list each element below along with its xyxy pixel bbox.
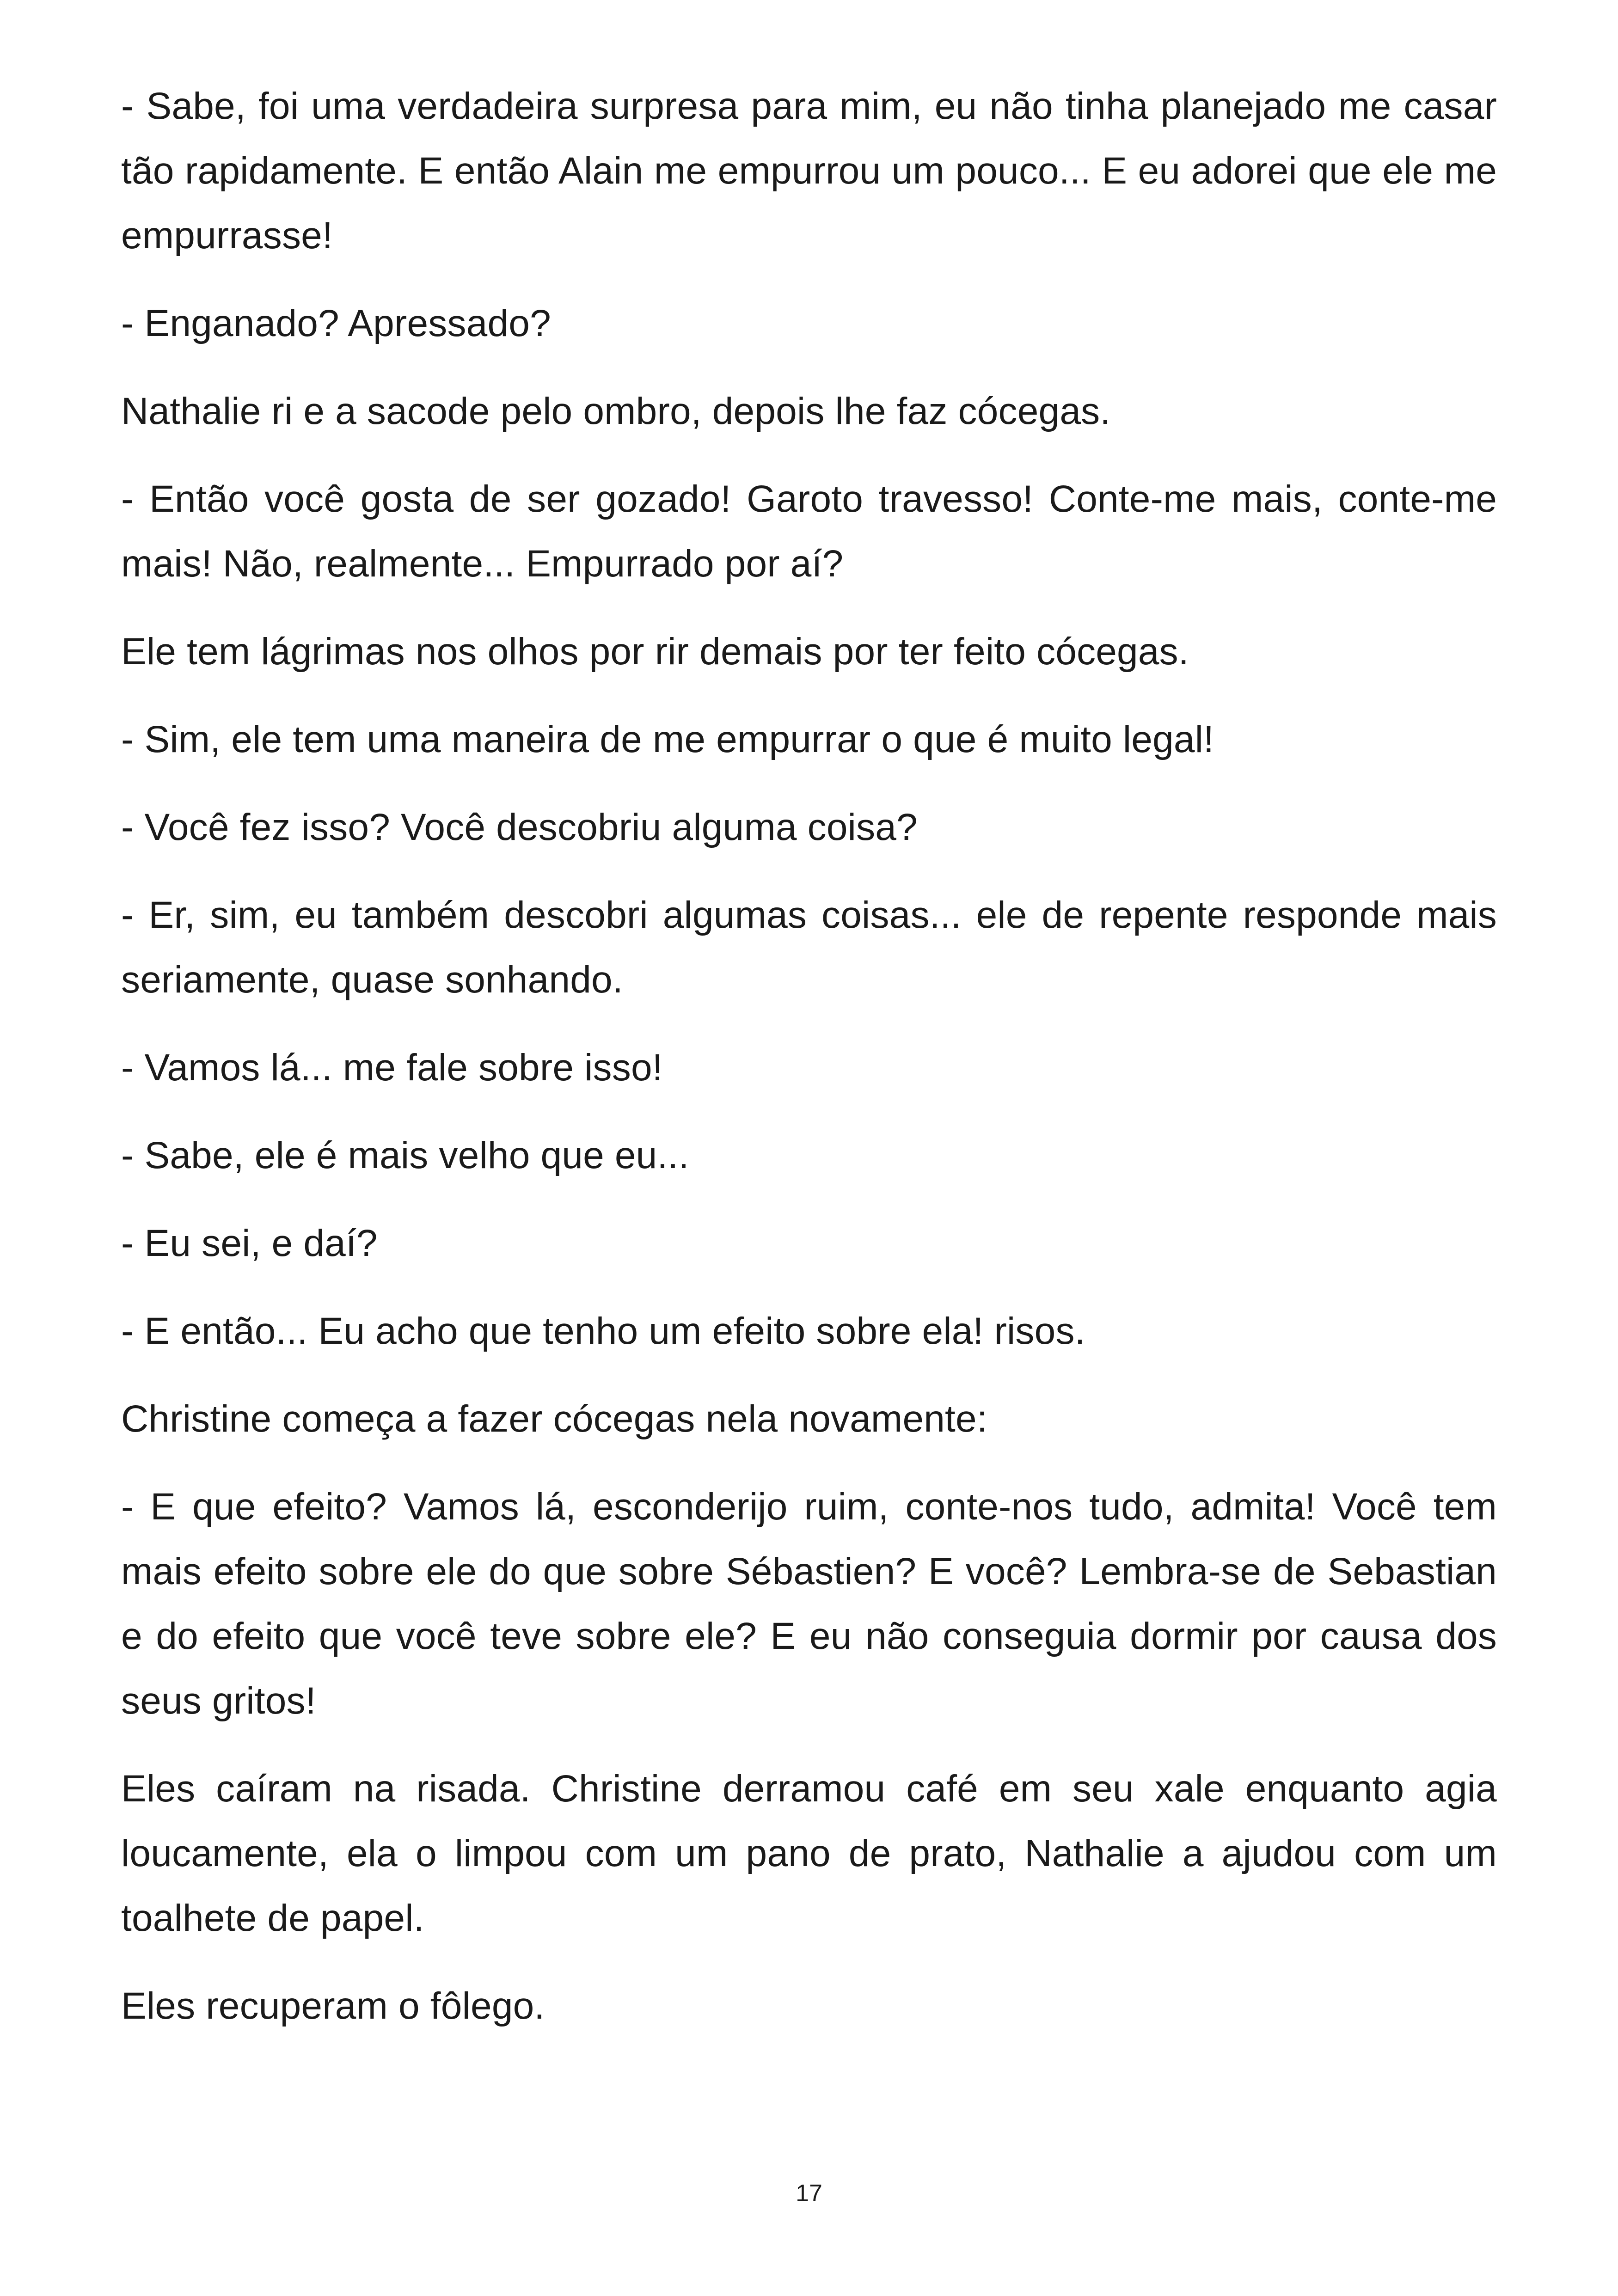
paragraph: Eles caíram na risada. Christine derramou café em seu xale enquanto agia loucamente, ela o limpou com um pano de prato, Nathalie a ajudou com um toalhete de papel. [121,1768,1497,1939]
paragraph: Nathalie ri e a sacode pelo ombro, depois lhe faz cócegas. [121,390,1111,432]
paragraph: - Sabe, ele é mais velho que eu... [121,1134,689,1176]
paragraph: - E então... Eu acho que tenho um efeito sobre ela! risos. [121,1310,1085,1352]
paragraph: - Sabe, foi uma verdadeira surpresa para mim, eu não tinha planejado me casar tão rapidamente. E então Alain me empurrou um pouco... E eu adorei que ele me empurrasse! [121,85,1497,257]
paragraph: - Sim, ele tem uma maneira de me empurrar o que é muito legal! [121,718,1214,760]
paragraph: - Então você gosta de ser gozado! Garoto travesso! Conte-me mais, conte-me mais! Não, realmente... Empurrado por aí? [121,478,1497,585]
paragraph: - Eu sei, e daí? [121,1222,378,1264]
paragraph: Eles recuperam o fôlego. [121,1985,545,2027]
paragraph: Christine começa a fazer cócegas nela novamente: [121,1398,987,1440]
page-body [121,74,1497,2062]
paragraph: - Vamos lá... me fale sobre isso! [121,1047,663,1089]
paragraph: - E que efeito? Vamos lá, esconderijo ruim, conte-nos tudo, admita! Você tem mais efeito sobre ele do que sobre Sébastien? E você? Lembra-se de Sebastian e do efeito que você teve sobre ele? E eu não conseguia dormir por causa dos seus gritos! [121,1486,1497,1722]
page-number: 17 [796,2180,822,2207]
paragraph: - Enganado? Apressado? [121,302,551,344]
paragraph: - Você fez isso? Você descobriu alguma coisa? [121,806,918,848]
paragraph: Ele tem lágrimas nos olhos por rir demais por ter feito cócegas. [121,631,1189,673]
paragraph: - Er, sim, eu também descobri algumas coisas... ele de repente responde mais seriamente, quase sonhando. [121,894,1497,1001]
